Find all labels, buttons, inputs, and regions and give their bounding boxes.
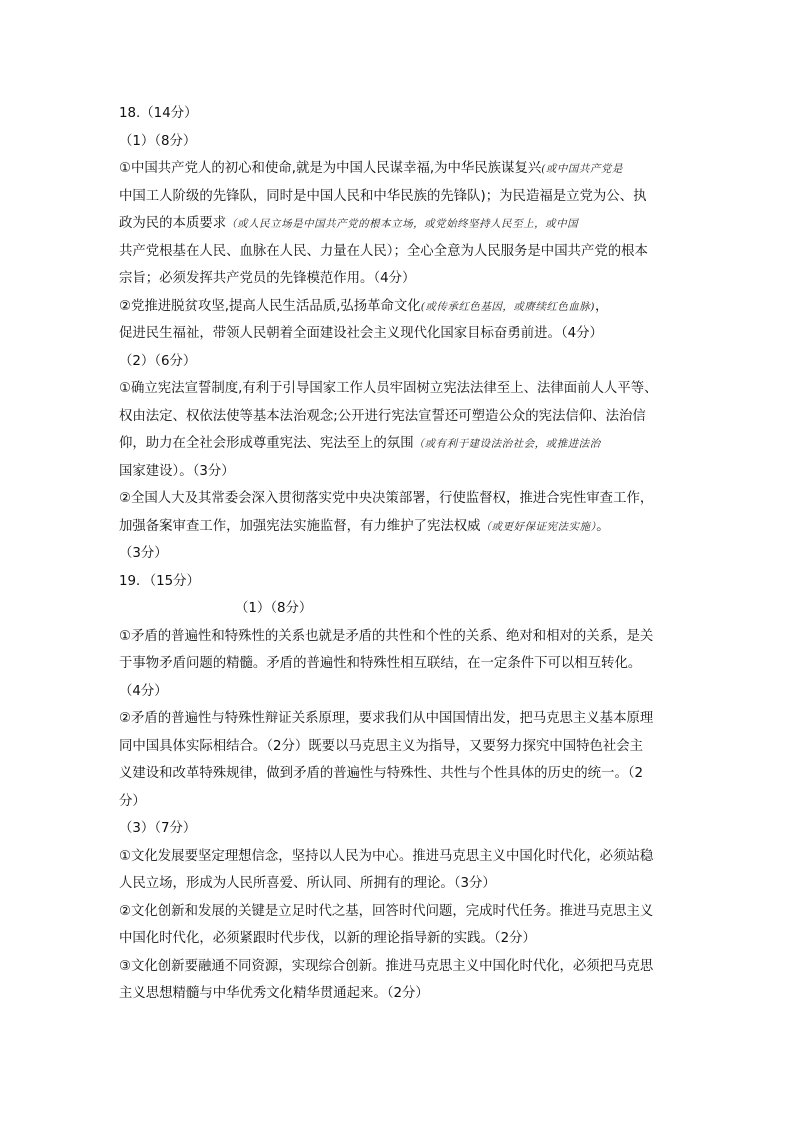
sub-question-heading: （3）（7分） [119, 821, 197, 836]
answer-line: ①文化发展要坚定理想信念，坚持以人民为中心。推进马克思主义中国化时代化，必须站稳 [119, 848, 654, 864]
answer-line: 权由法定、权依法使等基本法治观念;公开进行宪法宣誓还可塑造公众的宪法信仰、法治信 [119, 408, 646, 424]
answer-line: ①中国共产党人的初心和使命,就是为中国人民谋幸福,为中华民族谋复兴(或中国共产党是 [119, 161, 623, 176]
answer-line: 主义思想精髓与中华优秀文化精华贯通起来。（2分） [119, 986, 429, 1001]
answer-line: ②党推进脱贫攻坚,提高人民生活品质,弘扬革命文化(或传承红色基因，或赓续红色血脉)， [119, 298, 609, 314]
alternative-answer-note: （或人民立场是中国共产党的根本立场，或党始终坚持人民至上，或中国 [226, 218, 579, 230]
answer-line: 共产党根基在人民、血脉在人民、力量在人民）；全心全意为人民服务是中国共产党的根本 [119, 243, 648, 259]
answer-line: （3分） [119, 546, 168, 561]
answer-line: 仰，助力在全社会形成尊重宪法、宪法至上的氛围（或有利于建设法治社会，或推进法治 [119, 436, 601, 451]
answer-line: ②文化创新和发展的关键是立足时代之基，回答时代问题，完成时代任务。推进马克思主义 [119, 903, 654, 919]
answer-line: 政为民的本质要求（或人民立场是中国共产党的根本立场，或党始终坚持人民至上，或中国 [119, 216, 579, 231]
answer-line: 同中国具体实际相结合。（2分）既要以马克思主义为指导，又要努力探究中国特色社会主 [119, 738, 644, 754]
question-heading: 19．（15分） [119, 573, 200, 589]
answer-line: 分） [119, 793, 146, 809]
sub-question-heading: （2）（6分） [119, 353, 197, 369]
answer-line: 义建设和改革特殊规律，做到矛盾的普遍性与特殊性、共性与个性具体的历史的统一。（2 [119, 766, 644, 781]
alternative-answer-note: （或更好保证宪法实施） [480, 520, 597, 533]
answer-line: （4分） [119, 683, 168, 699]
alternative-answer-note: （或有利于建设法治社会，或推进法治 [413, 438, 601, 450]
answer-line: ②全国人大及其常委会深入贯彻落实党中央决策部署，行使监督权，推进合宪性审查工作， [119, 491, 654, 506]
answer-line: ③文化创新要融通不同资源，实现综合创新。推进马克思主义中国化时代化，必须把马克思 [119, 958, 654, 974]
answer-line: 加强备案审查工作，加强宪法实施监督，有力维护了宪法权威（或更好保证宪法实施）。 [119, 518, 610, 534]
answer-line: 于事物矛盾问题的精髓。矛盾的普遍性和特殊性相互联结，在一定条件下可以相互转化。 [119, 656, 642, 671]
answer-line: ①矛盾的普遍性和特殊性的关系也就是矛盾的共性和个性的关系、绝对和相对的关系，是关 [119, 628, 654, 644]
sub-question-heading: （1）（8分） [235, 601, 313, 616]
sub-question-heading: （1）（8分） [119, 133, 197, 149]
answer-line: 国家建设）。（3分） [119, 463, 235, 479]
answer-line: 宗旨；必须发挥共产党员的先锋模范作用。（4分） [119, 271, 416, 286]
answer-line: 中国工人阶级的先锋队，同时是中国人民和中华民族的先锋队)；为民造福是立党为公、执 [119, 188, 647, 204]
answer-line: ②矛盾的普遍性与特殊性辩证关系原理，要求我们从中国国情出发，把马克思主义基本原理 [119, 711, 654, 726]
question-heading: 18.（14分） [119, 106, 198, 121]
answer-line: 中国化时代化，必须紧跟时代步伐，以新的理论指导新的实践。（2分） [119, 931, 536, 946]
answer-line: 促进民生福祉，带领人民朝着全面建设社会主义现代化国家目标奋勇前进。（4分） [119, 326, 603, 341]
answer-document [119, 100, 679, 1008]
alternative-answer-note: (或中国共产党是 [541, 163, 623, 175]
answer-line: 人民立场，形成为人民所喜爱、所认同、所拥有的理论。（3分） [119, 876, 496, 891]
answer-line: ①确立宪法宣誓制度,有利于引导国家工作人员牢固树立宪法法律至上、法律面前人人平等、 [119, 381, 658, 396]
alternative-answer-note: (或传承红色基因，或赓续红色血脉) [420, 300, 595, 313]
